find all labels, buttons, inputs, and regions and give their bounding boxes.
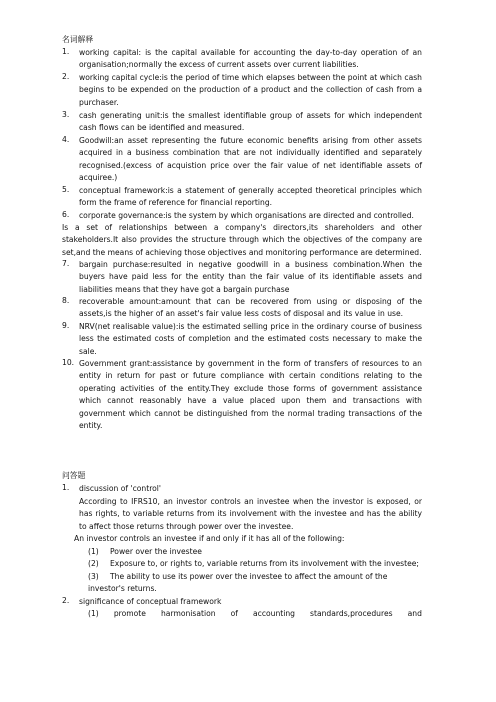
definition-item xyxy=(62,110,422,135)
item-text: recoverable amount:amount that can be recovered from using or disposing of the assets,is the higher of an asset's fair value less costs of disposal and its value in use. xyxy=(79,297,422,319)
point-word: harmonisation xyxy=(160,609,216,618)
question-title: significance of conceptual framework xyxy=(79,597,222,606)
point-number: (1) xyxy=(88,609,99,618)
item-number: 9. xyxy=(62,321,70,330)
point-text: The ability to use its power over the investee to affect the amount of the investor's returns. xyxy=(88,572,388,594)
question-number: 1. xyxy=(62,483,70,492)
definition-item xyxy=(62,358,422,432)
definition-item xyxy=(62,321,422,358)
question-answer-text: According to IFRS10, an investor controls an investee when the investor is exposed, or has rights, to variable returns from its involvement with the investee and has the ability to affect those returns through power over the investee. xyxy=(79,497,422,531)
item-number: 6. xyxy=(62,210,70,219)
definition-item xyxy=(62,135,422,185)
item-number: 4. xyxy=(62,135,70,144)
item-text: bargain purchase:resulted in negative goodwill in a business combination.When the buyers have paid less for the entity than the fair value of its identifiable assets and liabilities means that they have got a bargain purchase xyxy=(79,260,422,294)
item-text: conceptual framework:is a statement of generally accepted theoretical principles which form the frame of reference for financial reporting. xyxy=(79,186,422,208)
item-number: 1. xyxy=(62,47,70,56)
answer-point xyxy=(88,608,422,620)
point-word: of xyxy=(230,609,238,618)
point-word: accounting xyxy=(252,609,295,618)
point-text: Power over the investee xyxy=(110,547,202,556)
item-text: Goodwill:an asset representing the future economic benefits arising from other assets acquired in a business combination that are not individually identified and separately recognised.(excess of acquistion price over the fair value of net identifiable assets of acquiree.) xyxy=(79,136,422,183)
answer-point xyxy=(88,571,422,596)
question-item xyxy=(62,483,422,495)
question-item xyxy=(62,596,422,608)
item-text: working capital cycle:is the period of time which elapses between the point at which cash begins to be expended on the production of a product and the collection of cash from a purchaser. xyxy=(79,73,422,107)
section-title-definitions: 名词解释 xyxy=(62,35,94,44)
item-text: cash generating unit:is the smallest identifiable group of assets for which independent cash flows can be identified and measured. xyxy=(79,111,422,133)
item-number: 8. xyxy=(62,296,70,305)
definition-item xyxy=(62,47,422,72)
definition-item xyxy=(62,185,422,210)
point-word: standards,procedures xyxy=(310,609,393,618)
section-title-questions: 问答题 xyxy=(62,471,86,480)
point-line xyxy=(88,608,422,620)
question-number: 2. xyxy=(62,596,70,605)
answer-point xyxy=(88,546,422,558)
item-text: Government grant:assistance by government in the form of transfers of resources to an entity in return for past or future compliance with certain conditions relating to the operating activities of the entity.They exclude those forms of government assistance which cannot reasonably have a value placed upon them and transactions with government which cannot be distinguished from the normal trading transactions of the entity. xyxy=(79,359,422,431)
point-number: (3) xyxy=(88,572,99,581)
item-text: corporate governance:is the system by which organisations are directed and controlled. xyxy=(79,211,414,220)
definition-item xyxy=(62,296,422,321)
item-number: 10. xyxy=(62,358,75,367)
answer-point xyxy=(88,558,422,570)
point-word: and xyxy=(407,609,422,618)
item-number: 2. xyxy=(62,72,70,81)
item-number: 3. xyxy=(62,110,70,119)
question-title: discussion of 'control' xyxy=(79,484,161,493)
answer-lead: An investor controls an investee if and only if it has all of the following: xyxy=(74,534,345,543)
definition-item xyxy=(62,72,422,109)
point-number: (1) xyxy=(88,547,99,556)
item-number: 7. xyxy=(62,259,70,268)
definition-item xyxy=(62,259,422,296)
item-text: NRV(net realisable value):is the estimated selling price in the ordinary course of business less the estimated costs of completion and the estimated costs necessary to make the sale. xyxy=(79,322,422,356)
point-number: (2) xyxy=(88,559,99,568)
point-text: Exposure to, or rights to, variable returns from its involvement with the investee; xyxy=(110,559,419,568)
item-text: working capital: is the capital available for accounting the day-to-day operation of an organisation;normally the excess of current assets over current liabilities. xyxy=(79,48,422,70)
governance-paragraph: Is a set of relationships between a company's directors,its shareholders and other stakeholders.It also provides the structure through which the objectives of the company are set,and the means of achieving those objectives and monitoring performance are determined. xyxy=(62,223,422,257)
item-number: 5. xyxy=(62,185,70,194)
point-word: promote xyxy=(113,609,146,618)
definition-item xyxy=(62,210,422,222)
